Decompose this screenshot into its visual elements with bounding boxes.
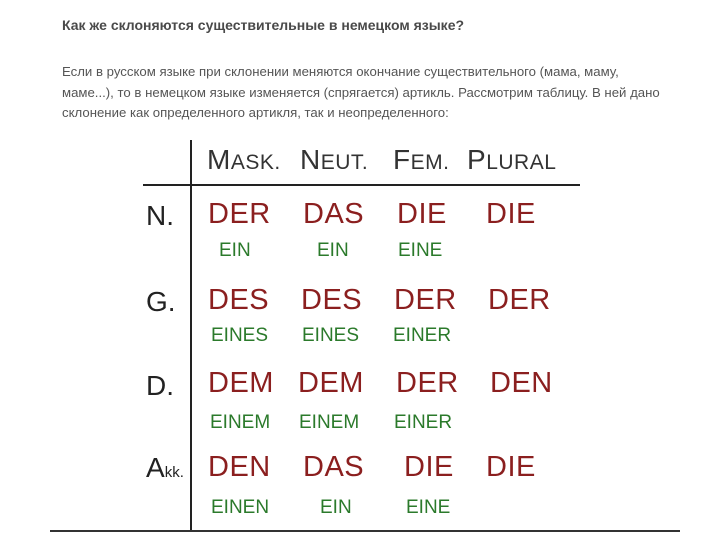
definite-article: DIE xyxy=(404,451,454,483)
intro-line: склонение как определенного артикля, так и неопределенного: xyxy=(62,105,449,120)
intro-paragraph xyxy=(62,62,682,124)
definite-article: DES xyxy=(208,284,270,316)
indefinite-article: EINER xyxy=(394,412,453,433)
page-title: Как же склоняются существительные в немецком языке? xyxy=(62,17,465,33)
indefinite-article: EIN xyxy=(219,240,251,261)
row-label-nominativ: N. xyxy=(146,200,174,231)
row-label-genitiv: G. xyxy=(146,286,176,317)
column-header-plural: PLURAL xyxy=(467,144,557,175)
definite-article: DIE xyxy=(486,451,536,483)
definite-article: DER xyxy=(396,367,459,399)
intro-line: Если в русском языке при склонении меняются окончание существительного (мама, маму, xyxy=(62,64,619,79)
table-header-divider xyxy=(143,184,580,186)
definite-article: DEN xyxy=(208,451,271,483)
column-header-fem: FEM. xyxy=(393,144,450,175)
indefinite-article: EIN xyxy=(320,497,352,518)
row-label-dativ: D. xyxy=(146,370,174,401)
row-label-akkusativ: Akk. xyxy=(146,452,184,483)
indefinite-article: EINE xyxy=(406,497,451,518)
indefinite-article: EINEN xyxy=(211,497,270,518)
indefinite-article: EINES xyxy=(211,325,269,346)
definite-article: DEM xyxy=(208,367,274,399)
indefinite-article: EINEM xyxy=(210,412,271,433)
definite-article: DAS xyxy=(303,198,365,230)
indefinite-article: EINEM xyxy=(299,412,360,433)
intro-line: маме...), то в немецком языке изменяется (спрягается) артикль. Рассмотрим таблицу. В ней дано xyxy=(62,84,660,100)
column-header-neut: NEUT. xyxy=(300,144,369,175)
definite-article: DER xyxy=(394,284,457,316)
definite-article: DER xyxy=(488,284,551,316)
definite-article: DAS xyxy=(303,451,365,483)
definite-article: DEN xyxy=(490,367,553,399)
indefinite-article: EINER xyxy=(393,325,452,346)
definite-article: DES xyxy=(301,284,363,316)
indefinite-article: EINE xyxy=(398,240,443,261)
table-bottom-divider xyxy=(50,530,680,532)
indefinite-article: EIN xyxy=(317,240,349,261)
definite-article: DEM xyxy=(298,367,364,399)
table-vertical-divider xyxy=(190,140,192,532)
definite-article: DIE xyxy=(486,198,536,230)
definite-article: DIE xyxy=(397,198,447,230)
column-header-mask: MASK. xyxy=(207,144,281,175)
definite-article: DER xyxy=(208,198,271,230)
indefinite-article: EINES xyxy=(302,325,360,346)
